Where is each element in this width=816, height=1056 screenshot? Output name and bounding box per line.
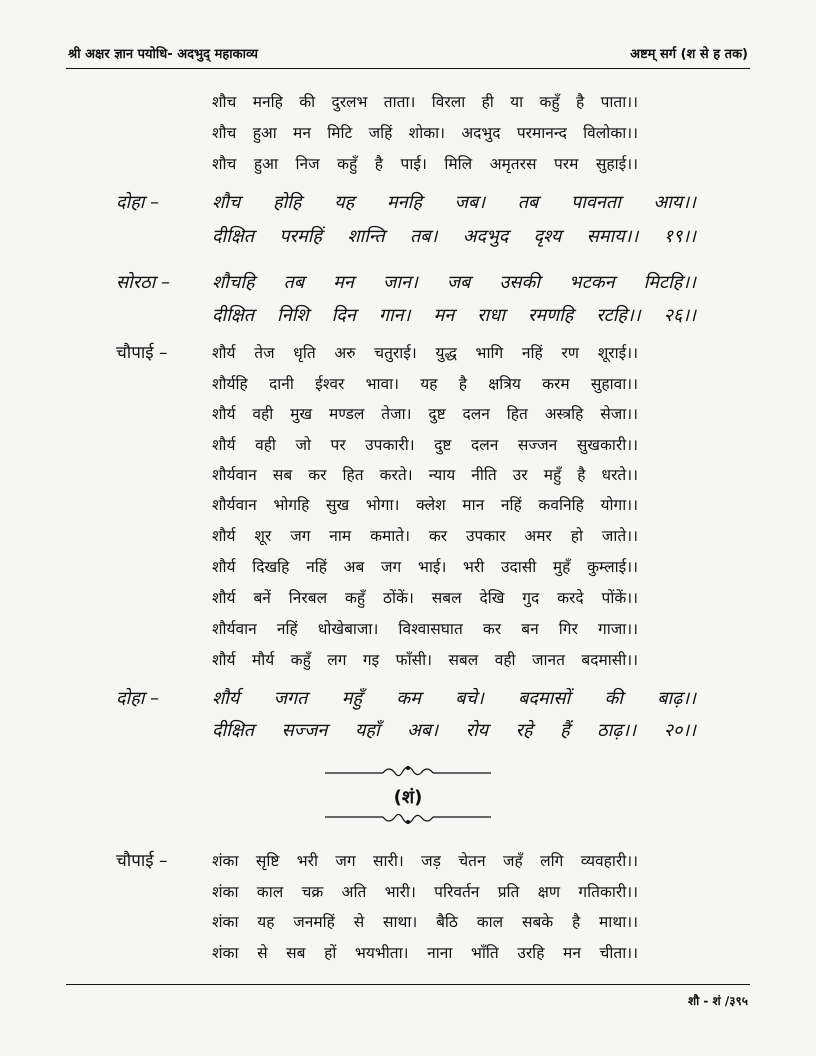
ornament-divider-top <box>325 764 491 780</box>
verse-line: शौच हुआ निज कहुँ है पाई। मिलि अमृतरस परम सुहाई।। <box>212 155 638 173</box>
running-header-left: श्री अक्षर ज्ञान पयोधि- अदभुद् महाकाव्य <box>68 47 258 62</box>
doha-line: शौर्य जगत महुँ कम बचे। बदमासों की बाढ़।। <box>212 688 696 709</box>
verse-line: शौर्य तेज धृति अरु चतुराई। युद्ध भागि नहिं रण शूराई।। <box>212 344 638 362</box>
verse-line: शौर्य दिखहि नहिं अब जग भाई। भरी उदासी मुहँ कुम्लाई।। <box>212 558 638 576</box>
verse-line: शौर्य बनें निरबल कहुँ ठोंकें। सबल देखि गुद करदे पोंकें।। <box>212 589 638 607</box>
section-title: (शं) <box>393 787 423 808</box>
verse-line: शौर्य वही जो पर उपकारी। दुष्ट दलन सज्जन सुखकारी।। <box>212 436 638 454</box>
verse-line: शौच मनहि की दुरलभ ताता। विरला ही या कहुँ है पाता।। <box>212 93 638 111</box>
verse-line: शंका काल चक्र अति भारी। परिवर्तन प्रति क्षण गतिकारी।। <box>212 883 638 901</box>
doha-label: दोहा – <box>116 192 160 213</box>
verse-line: शौर्य शूर जग नाम कमाते। कर उपकार अमर हो जाते।। <box>212 527 638 545</box>
verse-line: शंका यह जनमहिं से साथा। बैठि काल सबके है माथा।। <box>212 913 638 931</box>
verse-line: शौर्यहि दानी ईश्वर भावा। यह है क्षत्रिय करम सुहावा।। <box>212 375 638 393</box>
footer-divider <box>66 984 750 985</box>
verse-line: शौर्य मौर्य कहुँ लग गइ फाँसी। सबल वही जानत बदमासी।। <box>212 651 638 669</box>
verse-line: शंका सृष्टि भरी जग सारी। जड़ चेतन जहँ लगि व्यवहारी।। <box>212 852 638 870</box>
verse-line: शंका से सब हों भयभीता। नाना भाँति उरहि मन चीता।। <box>212 944 638 962</box>
verse-line: शौर्यवान नहिं धोखेबाजा। विश्वासघात कर बन गिर गाजा।। <box>212 620 638 638</box>
verse-line: शौर्यवान सब कर हित करते। न्याय नीति उर महुँ है धरते।। <box>212 466 638 484</box>
header-divider <box>66 68 750 69</box>
sortha-line: शौचहि तब मन जान। जब उसकी भटकन मिटहि।। <box>212 272 696 293</box>
chaupai-label: चौपाई – <box>116 851 168 871</box>
ornament-divider-bottom <box>325 810 491 826</box>
chaupai-label: चौपाई – <box>116 343 168 363</box>
doha-label: दोहा – <box>116 688 160 709</box>
page-number: शौ - शं /३९५ <box>687 994 748 1008</box>
verse-line: शौर्य वही मुख मण्डल तेजा। दुष्ट दलन हित अस्त्रहि सेजा।। <box>212 405 638 423</box>
verse-line: शौच हुआ मन मिटि जहिं शोका। अदभुद परमानन्द विलोका।। <box>212 124 638 142</box>
doha-line: दीक्षित परमहिं शान्ति तब। अदभुद दृश्य समाय।। १९।। <box>212 226 696 247</box>
sortha-line: दीक्षित निशि दिन गान। मन राधा रमणहि रटहि।। २६।। <box>212 305 696 326</box>
doha-line: दीक्षित सज्जन यहाँ अब। रोय रहे हैं ठाढ़।। २०।। <box>212 720 696 741</box>
verse-line: शौर्यवान भोगहि सुख भोगा। क्लेश मान नहिं कवनिहि योगा।। <box>212 496 638 514</box>
sortha-label: सोरठा – <box>116 272 171 293</box>
running-header-right: अष्टम् सर्ग (श से ह तक) <box>630 47 748 62</box>
doha-line: शौच होहि यह मनहि जब। तब पावनता आय।। <box>212 192 696 213</box>
